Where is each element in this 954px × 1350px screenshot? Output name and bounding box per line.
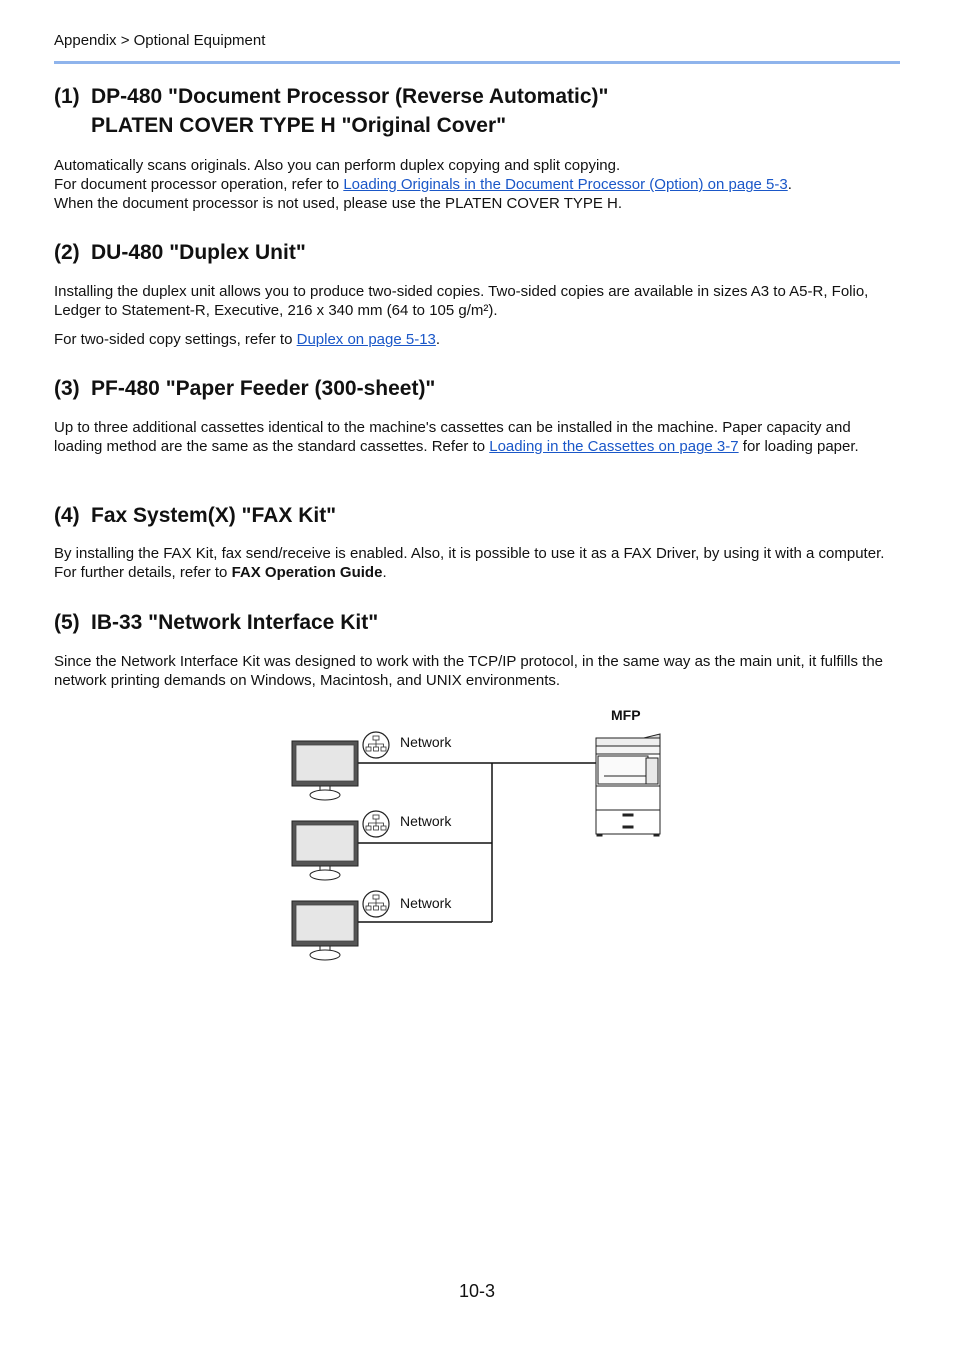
computer-3-icon (292, 901, 358, 960)
computer-1-icon (292, 741, 358, 800)
link-loading-originals[interactable]: Loading Originals in the Document Processor (Option) on page 5-3 (343, 176, 788, 193)
mfp-icon (596, 734, 660, 836)
section-2-para2-end: . (435, 331, 441, 348)
page-number: 10-3 (459, 1281, 496, 1301)
breadcrumb: Appendix > Optional Equipment (54, 32, 266, 49)
mfp-label: MFP (611, 707, 641, 723)
section-2-title: DU-480 "Duplex Unit" (91, 241, 306, 264)
network-2-label: Network (400, 813, 452, 829)
network-1-label: Network (400, 734, 452, 750)
link-duplex[interactable]: Duplex on page 5-13 (296, 331, 436, 348)
section-4-para-end: . (382, 564, 387, 581)
section-2-para2-text: For two-sided copy settings, refer to (54, 331, 297, 348)
section-4-title: Fax System(X) "FAX Kit" (91, 504, 337, 527)
section-4-para-text: By installing the FAX Kit, fax send/receive is enabled. Also, it is possible to use it as a FAX Driver, by using it with a computer. For further details, refer to (54, 545, 885, 581)
section-5-number: (5) (54, 611, 80, 634)
computer-2-icon (292, 821, 358, 880)
section-1-number: (1) (54, 85, 80, 108)
section-3-title: PF-480 "Paper Feeder (300-sheet)" (91, 377, 436, 400)
section-2-para1: Installing the duplex unit allows you to produce two-sided copies. Two-sided copies are available in sizes A3 to A5-R, Folio, Ledger to Statement-R, Executive, 216 x 340 mm (64 to 105 g/m²). (54, 283, 869, 319)
network-2-icon (363, 811, 389, 837)
section-1-line3: When the document processor is not used, please use the PLATEN COVER TYPE H. (54, 195, 623, 212)
section-1-line2-end: . (787, 176, 792, 193)
network-wiring (358, 763, 596, 922)
network-3-label: Network (400, 895, 452, 911)
section-5-para: Since the Network Interface Kit was designed to work with the TCP/IP protocol, in the same way as the main unit, it fulfills the network printing demands on Windows, Macintosh, and UNIX environments. (54, 653, 884, 689)
section-5-title: IB-33 "Network Interface Kit" (91, 611, 379, 634)
network-1-icon (363, 732, 389, 758)
network-3-icon (363, 891, 389, 917)
section-2-number: (2) (54, 241, 80, 264)
section-1-line1: Automatically scans originals. Also you can perform duplex copying and split copying. (54, 157, 621, 174)
section-3-para-end: for loading paper. (738, 438, 859, 455)
fax-operation-guide-ref: FAX Operation Guide (231, 564, 383, 581)
section-3-number: (3) (54, 377, 80, 400)
section-1-line2-text: For document processor operation, refer to (54, 176, 344, 193)
section-1-title-line1: DP-480 "Document Processor (Reverse Automatic)" (91, 85, 609, 108)
link-loading-cassettes[interactable]: Loading in the Cassettes on page 3-7 (489, 438, 739, 455)
section-1-title-line2: PLATEN COVER TYPE H "Original Cover" (91, 114, 507, 137)
section-3-para-text: Up to three additional cassettes identical to the machine's cassettes can be installed in the machine. Paper capacity and loading method are the same as the standard cassettes. Refer to (54, 419, 851, 455)
section-4-number: (4) (54, 504, 80, 527)
